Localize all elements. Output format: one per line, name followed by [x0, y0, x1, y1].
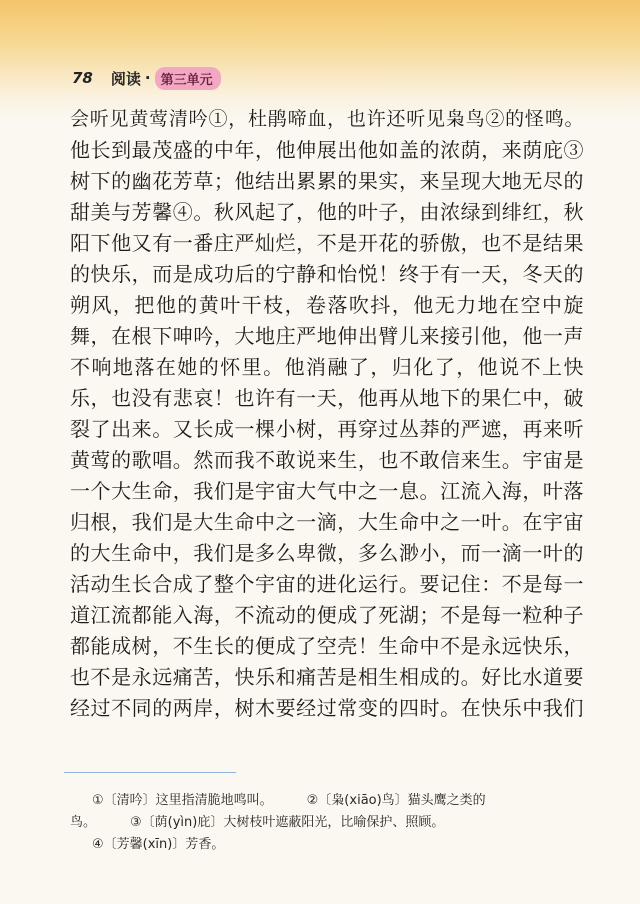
- body-line: 裂了出来。又长成一棵小树，再穿过丛莽的严遮，再来听: [70, 417, 584, 441]
- body-line: 也不是永远痛苦，快乐和痛苦是相生相成的。好比水道要: [70, 665, 584, 689]
- body-line: 的快乐，而是成功后的宁静和怡悦！终于有一天，冬天的: [70, 262, 584, 286]
- footnote-row: [70, 812, 592, 834]
- body-line: 归根，我们是大生命中之一滴，大生命中之一叶。在宇宙: [70, 510, 584, 534]
- body-line: 黄莺的歌唱。然而我不敢说来生，也不敢信来生。宇宙是: [70, 448, 584, 472]
- footnote-2: ②〔枭(xiāo)鸟〕猫头鹰之类的: [306, 793, 486, 808]
- footnote-divider: [64, 772, 236, 773]
- body-line: 的大生命中，我们是多么卑微，多么渺小，而一滴一叶的: [70, 541, 584, 565]
- body-line: 一个大生命，我们是宇宙大气中之一息。江流入海，叶落: [70, 479, 584, 503]
- body-line: 朔风，把他的黄叶干枝，卷落吹抖，他无力地在空中旋: [70, 293, 584, 317]
- body-line: 经过不同的两岸，树木要经过常变的四时。在快乐中我们: [70, 696, 584, 720]
- footnotes: [70, 790, 592, 856]
- body-line: 不响地落在她的怀里。他消融了，归化了，他说不上快: [70, 355, 584, 379]
- body-line: 树下的幽花芳草；他结出累累的果实，来呈现大地无尽的: [70, 169, 584, 193]
- footnote-1: ①〔清吟〕这里指清脆地鸣叫。: [92, 793, 273, 808]
- body-line: 舞，在根下呻吟，大地庄严地伸出臂儿来接引他，他一声: [70, 324, 584, 348]
- section-label: 阅读: [110, 69, 141, 88]
- body-line: 都能成树，不生长的便成了空壳！生命中不是永远快乐，: [70, 634, 584, 658]
- footnote-row: [92, 790, 592, 812]
- body-line: 会听见黄莺清吟①，杜鹃啼血，也许还听见枭鸟②的怪鸣。: [70, 108, 584, 130]
- page-header: [72, 66, 221, 90]
- body-line: 阳下他又有一番庄严灿烂，不是开花的骄傲，也不是结果: [70, 231, 584, 255]
- footnote-3: ③〔荫(yìn)庇〕大树枝叶遮蔽阳光，比喻保护、照顾。: [130, 815, 445, 830]
- footnote-row: [92, 834, 592, 856]
- page-top-band: [0, 0, 640, 120]
- body-line: 道江流都能入海，不流动的便成了死湖；不是每一粒种子: [70, 603, 584, 627]
- body-line: 乐，也没有悲哀！也许有一天，他再从地下的果仁中，破: [70, 386, 584, 410]
- body-text: [70, 104, 584, 724]
- body-line: 他长到最茂盛的中年，他伸展出他如盖的浓荫，来荫庇③: [70, 138, 584, 162]
- page-number: 78: [72, 69, 93, 87]
- body-line: 甜美与芳馨④。秋风起了，他的叶子，由浓绿到绯红，秋: [70, 200, 584, 224]
- footnote-4: ④〔芳馨(xīn)〕芳香。: [92, 837, 225, 852]
- body-line: 活动生长合成了整个宇宙的进化运行。要记住：不是每一: [70, 572, 584, 596]
- unit-badge: 第三单元: [155, 67, 221, 90]
- section-separator: ·: [144, 69, 151, 87]
- footnote-2-continued: 鸟。: [70, 815, 97, 830]
